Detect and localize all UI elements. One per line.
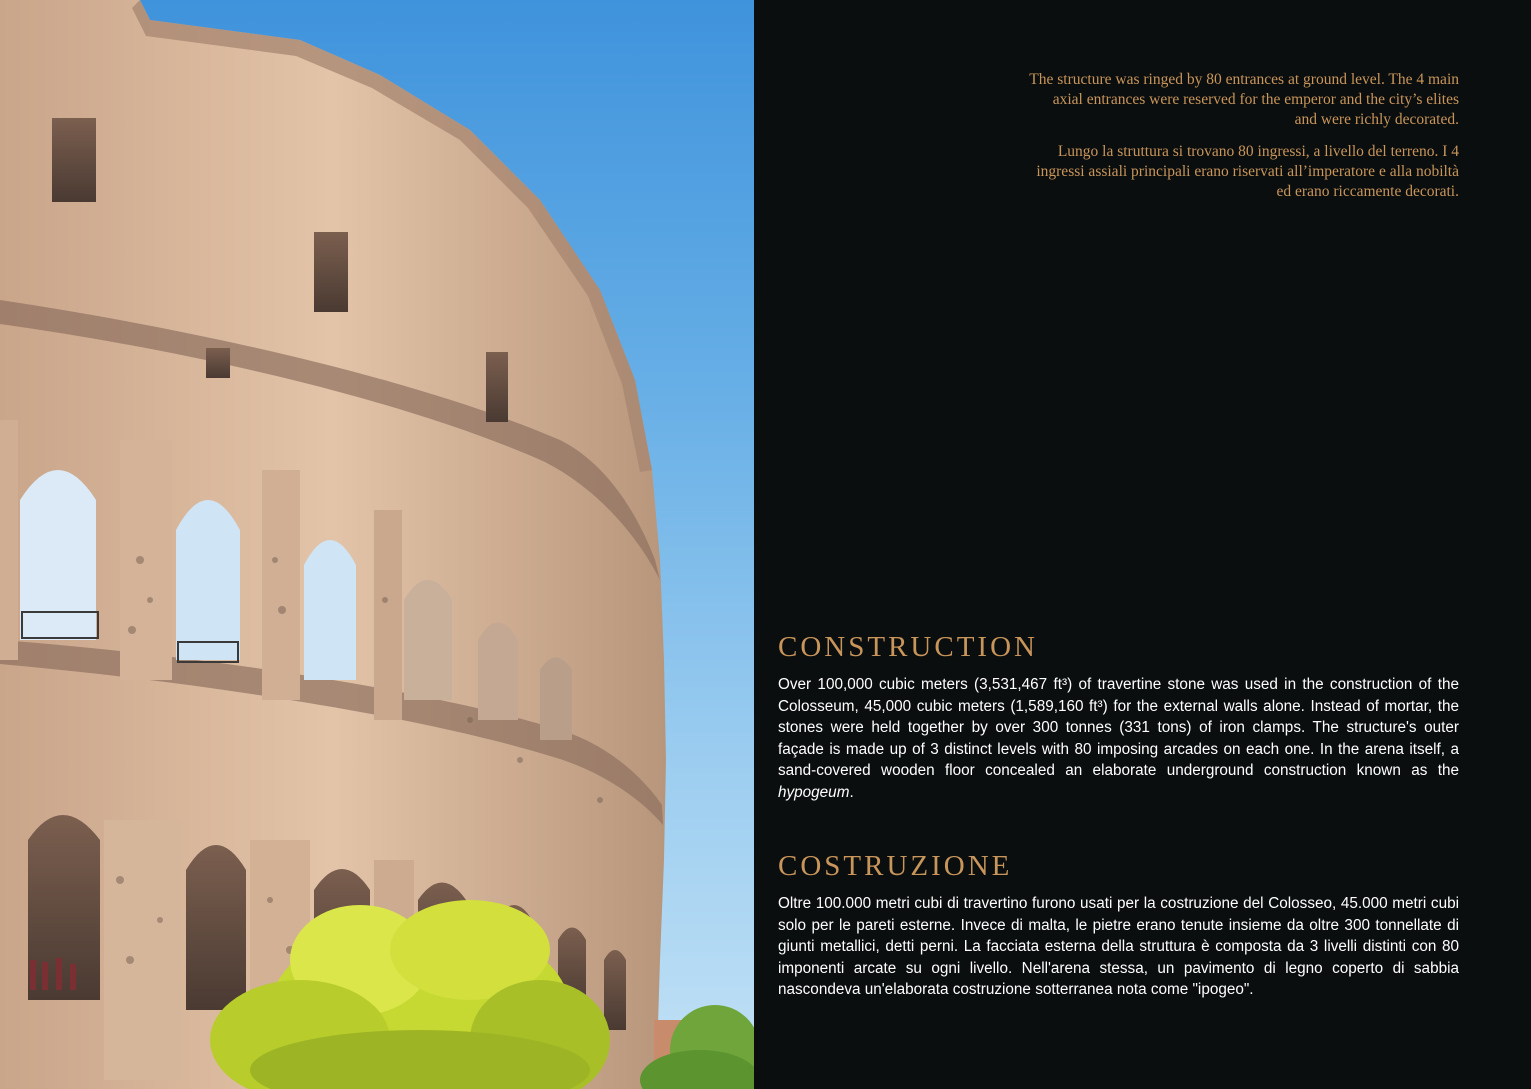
- photo-caption: [1029, 70, 1459, 214]
- colosseum-photo: [0, 0, 754, 1089]
- attic-window: [486, 352, 508, 422]
- costruzione-section: [778, 847, 1459, 1001]
- construction-body-text: Over 100,000 cubic meters (3,531,467 ft³) of travertine stone was used in the construction of the Colosseum, 45,000 cubic meters (1,589,160 ft³) for the external walls alone. Instead of mortar, the stones were held together by over 300 tonnes (331 tons) of iron clamps. The structure's outer façade is made up of 3 distinct levels with 80 imposing arcades on each one. In the arena itself, a sand-covered wooden floor concealed an elaborate underground construction known as the: [778, 676, 1459, 780]
- construction-section: [778, 628, 1459, 804]
- caption-italian: Lungo la struttura si trovano 80 ingressi, a livello del terreno. I 4 ingressi assiali principali erano riservati all’imperatore e alla nobiltà ed erano riccamente decorati.: [1036, 143, 1459, 200]
- attic-window: [206, 348, 230, 378]
- upper-arch: [304, 540, 356, 680]
- construction-heading: CONSTRUCTION: [778, 631, 1038, 663]
- upper-arch: [20, 470, 96, 640]
- attic-window: [314, 232, 348, 312]
- costruzione-body: Oltre 100.000 metri cubi di travertino furono usati per la costruzione del Colosseo, 45.000 metri cubi solo per le pareti esterne. Invece di malta, le pietre erano tenute insieme da oltre 300 tonnellate di giunti metallici, detti perni. La facciata esterna della struttura è composta da 3 livelli distinti con 80 imponenti arcate su ogni livello. Nell'arena stessa, un pavimento di legno coperto di sabbia nascondeva un'elaborata costruzione sotterranea nota come "ipogeo".: [778, 895, 1459, 999]
- upper-arch: [404, 580, 452, 700]
- upper-arch: [176, 500, 240, 660]
- pilaster: [104, 820, 182, 1080]
- caption-english: The structure was ringed by 80 entrances at ground level. The 4 main axial entrances were reserved for the emperor and the city’s elites and were richly decorated.: [1029, 71, 1459, 128]
- pilaster: [0, 420, 18, 660]
- construction-body-end: .: [849, 783, 854, 801]
- upper-arch: [478, 623, 518, 721]
- construction-body: [778, 674, 1459, 804]
- costruzione-heading: COSTRUZIONE: [778, 850, 1013, 882]
- pilaster: [120, 440, 172, 680]
- lower-arch: [28, 815, 100, 1000]
- text-panel: [754, 0, 1531, 1089]
- lower-arch: [604, 950, 626, 1030]
- pilaster: [262, 470, 300, 700]
- lower-arch: [186, 845, 246, 1010]
- attic-window: [52, 118, 96, 202]
- upper-arch: [540, 658, 572, 741]
- hypogeum-term: hypogeum: [778, 783, 850, 801]
- colosseum-illustration: [0, 0, 754, 1089]
- pilaster: [374, 510, 402, 720]
